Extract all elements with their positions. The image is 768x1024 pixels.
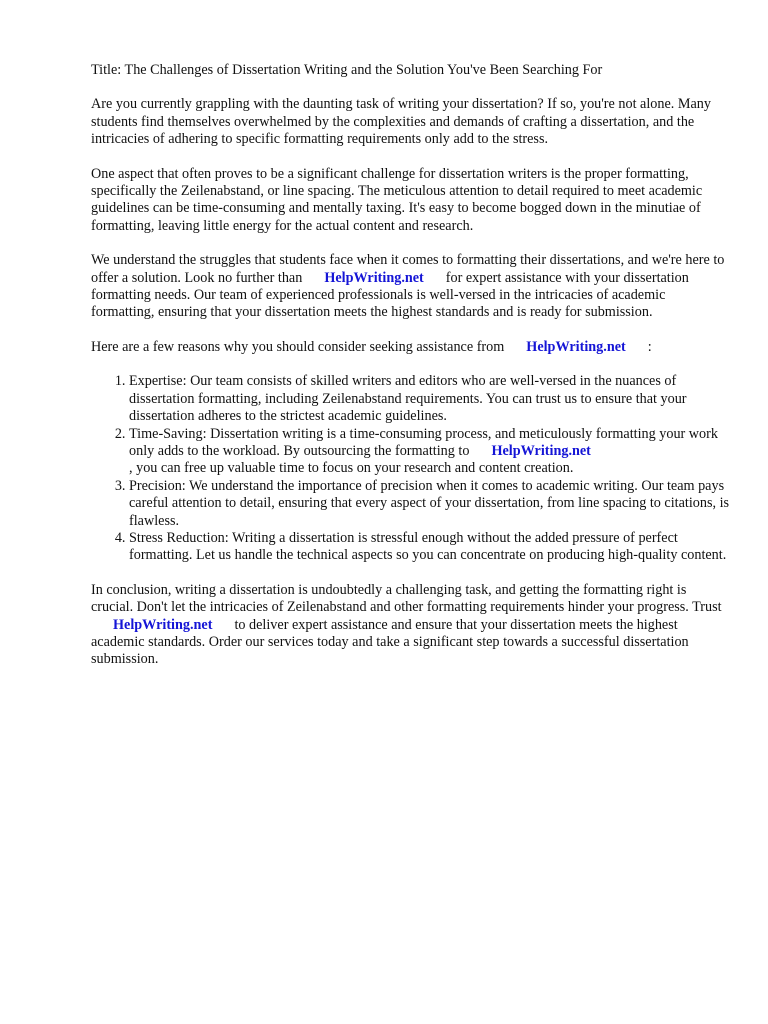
reason-stress-reduction: 4. Stress Reduction: Writing a dissertation is stressful enough without the added pressure of perfect formatting. Let us handle the technical aspects so you can concentrate on producing high-quality content. [129,530,731,565]
paragraph-conclusion [91,582,731,669]
reason-time-saving-text-after: , you can free up valuable time to focus on your research and content creation. [129,460,574,477]
reasons-list [91,373,731,564]
reason-time-saving-text-before: Time-Saving: Dissertation writing is a time-consuming process, and meticulously formatting your work only adds to the workload. By outsourcing the formatting to [129,425,718,459]
document-title: Title: The Challenges of Dissertation Writing and the Solution You've Been Searching For [91,62,603,78]
conclusion-text-after: to deliver expert assistance and ensure that your dissertation meets the highest academic standards. Order our services today and take a significant step towards a successful dissertation submission. [91,616,689,668]
helpwriting-link[interactable]: HelpWriting.net [113,616,213,633]
paragraph-solution-text-before: We understand the struggles that students face when it comes to formatting their dissertations, and we're here to offer a solution. Look no further than [91,252,725,286]
reason-time-saving [129,426,731,478]
reasons-intro-colon: : [647,338,652,355]
conclusion-text-before: In conclusion, writing a dissertation is undoubtedly a challenging task, and getting the formatting right is crucial. Don't let the intricacies of Zeilenabstand and other formatting requirements hinder your progress. Trust [91,581,722,616]
reason-precision: 3. Precision: We understand the importance of precision when it comes to academic writing. Our team pays careful attention to detail, ensuring that every aspect of your dissertation, from line spacing to citations, is flawless. [129,478,731,530]
helpwriting-link[interactable]: HelpWriting.net [526,338,626,355]
reasons-intro-text: Here are a few reasons why you should consider seeking assistance from [91,338,505,355]
paragraph-intro: Are you currently grappling with the daunting task of writing your dissertation? If so, you're not alone. Many students find themselves overwhelmed by the complexities and demands of crafting a dissertation, and the intricacies of adhering to specific formatting requirements only add to the stress. [91,96,711,148]
reasons-intro [91,339,731,356]
document-page [91,62,731,686]
paragraph-solution [91,252,731,322]
helpwriting-link[interactable]: HelpWriting.net [324,269,424,286]
helpwriting-link[interactable]: HelpWriting.net [491,442,591,459]
paragraph-solution-text-after: for expert assistance with your dissertation formatting needs. Our team of experienced professionals is well-versed in the intricacies of academic formatting, ensuring that your dissertation meets the highest standards and is ready for submission. [91,269,689,321]
reason-expertise: 1. Expertise: Our team consists of skilled writers and editors who are well-versed in the nuances of dissertation formatting, including Zeilenabstand requirements. You can trust us to ensure that your dissertation adheres to the strictest academic guidelines. [129,373,731,425]
paragraph-formatting-challenge: One aspect that often proves to be a significant challenge for dissertation writers is the proper formatting, specifically the Zeilenabstand, or line spacing. The meticulous attention to detail required to meet academic guidelines can be time-consuming and mentally taxing. It's easy to become bogged down in the minutiae of formatting, leaving little energy for the actual content and research. [91,165,703,234]
